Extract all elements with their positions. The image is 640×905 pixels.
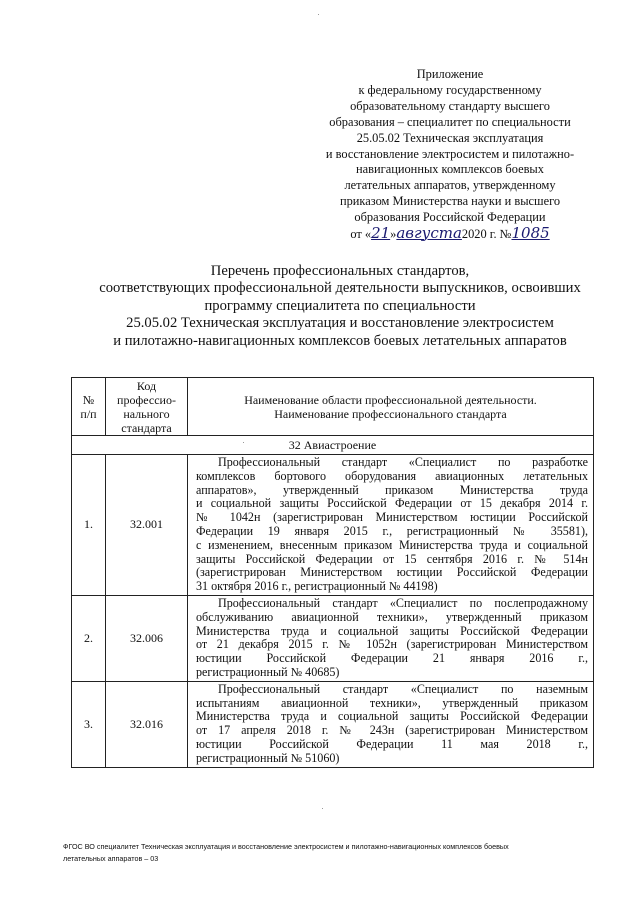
row-code: 32.016	[106, 681, 188, 767]
appendix-line: 25.05.02 Техническая эксплуатация	[356, 130, 544, 145]
footer-line: ФГОС ВО специалитет Техническая эксплуатация и восстановление электросистем и пилотажно-навигационных комплексов боевых	[63, 842, 509, 851]
standards-table	[71, 377, 594, 768]
appendix-block	[300, 67, 600, 243]
title-line: и пилотажно-навигационных комплексов боевых летательных аппаратов	[113, 332, 567, 349]
appendix-line: образования Российской Федерации	[354, 210, 546, 225]
order-year: 2020 г. №	[461, 227, 512, 242]
title-line: 25.05.02 Техническая эксплуатация и восстановление электросистем	[126, 315, 554, 332]
table-row	[72, 681, 594, 767]
row-description	[188, 595, 594, 681]
row-number: 1.	[72, 455, 106, 596]
header-num	[72, 378, 106, 436]
desc-line: регистрационный № 51060)	[196, 750, 340, 765]
appendix-line: образования – специалитет по специальности	[329, 114, 571, 129]
table-row	[72, 455, 594, 596]
desc-line: регистрационный № 40685)	[196, 664, 340, 679]
order-day-handwritten: 21	[371, 224, 391, 243]
header-text: №	[82, 392, 95, 407]
desc-line	[196, 683, 588, 697]
desc-line: аппаратов», утвержденный приказом Министерства труда	[196, 482, 588, 497]
desc-text: Профессиональный стандарт «Специалист по наземным	[218, 681, 588, 696]
table-header-row	[72, 378, 594, 436]
appendix-line: Приложение	[416, 67, 484, 81]
header-text: стандарта	[121, 420, 172, 435]
desc-line: 31 октября 2016 г., регистрационный № 44198)	[196, 579, 438, 594]
row-description	[188, 681, 594, 767]
appendix-line: навигационных комплексов боевых	[356, 162, 544, 177]
desc-line: (зарегистрирован Министерством юстиции Российской Федерации	[196, 565, 588, 580]
row-description	[188, 455, 594, 596]
order-month-handwritten: августа	[396, 224, 462, 243]
desc-line	[196, 456, 588, 470]
desc-line: защиты Российской Федерации от 15 сентября 2016 г. № 514н	[196, 551, 588, 566]
footer-line: летательных аппаратов – 03	[63, 854, 159, 863]
section-row	[72, 436, 594, 455]
appendix-line: к федеральному государственному	[358, 82, 542, 97]
desc-line: комплексов бортового оборудования авиационных летательных	[196, 468, 588, 483]
table-row	[72, 595, 594, 681]
desc-line: и социальной защиты Российской Федерации от 15 декабря 2014 г.	[196, 496, 588, 511]
desc-line: Министерства труда и социальной защиты Российской Федерации	[196, 623, 588, 638]
appendix-line: образовательному стандарту высшего	[350, 98, 550, 113]
row-number: 3.	[72, 681, 106, 767]
desc-line: юстиции Российской Федерации 21 января 2016 г.,	[196, 651, 588, 666]
order-mid: »	[390, 227, 397, 242]
desc-line: от 17 апреля 2018 г. № 243н (зарегистрирован Министерством	[196, 723, 588, 738]
order-line	[300, 226, 600, 243]
desc-line: Федерации 19 января 2015 г., регистрационный № 35581),	[196, 523, 588, 538]
header-text: Код	[136, 378, 157, 393]
title-line: соответствующих профессиональной деятельности выпускников, освоивших	[99, 280, 581, 297]
header-text: Наименование профессионального стандарта	[274, 406, 507, 421]
document-title	[40, 263, 640, 350]
desc-line: № 1042н (зарегистрирован Министерством юстиции Российской	[196, 510, 588, 525]
header-text: профессио-	[117, 392, 176, 407]
title-line: Перечень профессиональных стандартов,	[210, 263, 470, 279]
header-name	[188, 378, 594, 436]
section-title: 32 Авиастроение	[72, 436, 594, 455]
scan-speck	[322, 808, 323, 809]
header-text: Наименование области профессиональной деятельности.	[244, 392, 537, 407]
appendix-line: и восстановление электросистем и пилотажно-	[325, 146, 575, 161]
desc-line	[196, 597, 588, 611]
header-code	[106, 378, 188, 436]
scan-speck	[243, 442, 244, 443]
header-text: п/п	[80, 406, 97, 421]
title-line: программу специалитета по специальности	[204, 297, 476, 314]
desc-line: Министерства труда и социальной защиты Российской Федерации	[196, 709, 588, 724]
row-code: 32.001	[106, 455, 188, 596]
desc-text: Профессиональный стандарт «Специалист по разработке	[218, 455, 588, 469]
order-prefix: от «	[350, 227, 372, 242]
desc-line: обслуживанию авиационной техники», утвержденный приказом	[196, 609, 588, 624]
desc-line: испытаниям авиационной техники», утвержденный приказом	[196, 695, 588, 710]
appendix-line: летательных аппаратов, утвержденному	[344, 178, 556, 193]
desc-line: с изменением, внесенным приказом Министерства труда и социальной	[196, 537, 588, 552]
appendix-line: приказом Министерства науки и высшего	[339, 194, 561, 209]
scan-speck	[318, 14, 319, 15]
row-number: 2.	[72, 595, 106, 681]
page-footer	[63, 841, 583, 865]
desc-line: юстиции Российской Федерации 11 мая 2018 г.,	[196, 736, 588, 751]
desc-line: от 21 декабря 2015 г. № 1052н (зарегистрирован Министерством	[196, 637, 588, 652]
row-code: 32.006	[106, 595, 188, 681]
order-number-handwritten: 1085	[511, 224, 550, 243]
desc-text: Профессиональный стандарт «Специалист по послепродажному	[218, 595, 588, 610]
header-text: нального	[123, 406, 170, 421]
